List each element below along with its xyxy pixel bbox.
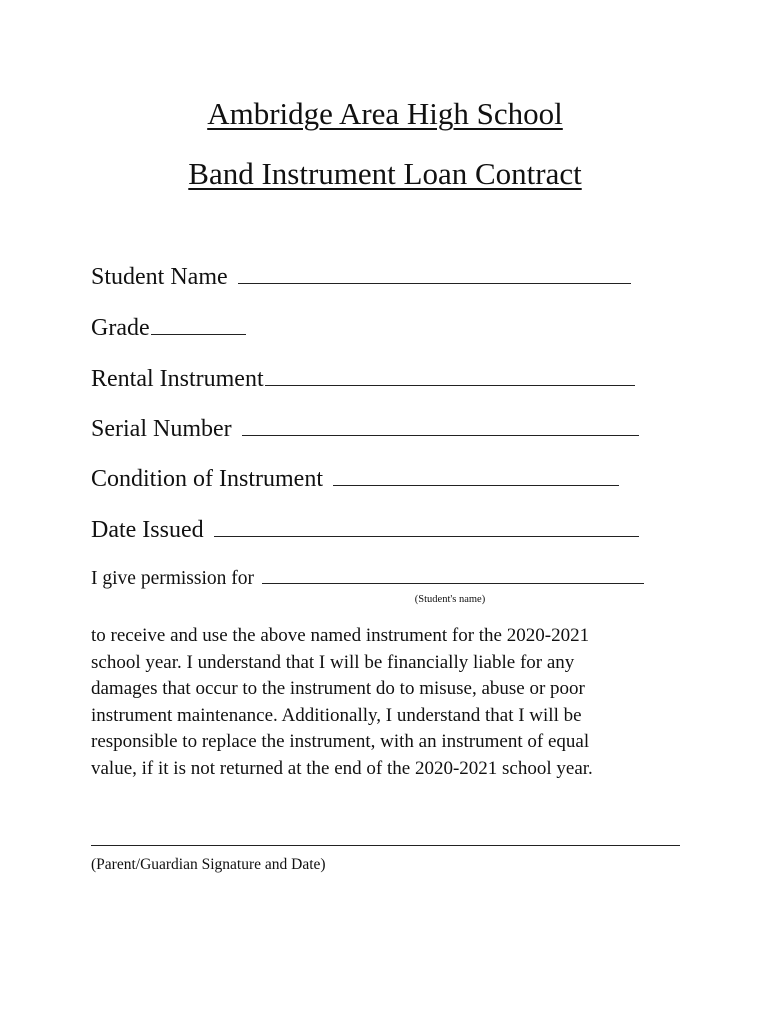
paragraph-line: responsible to replace the instrument, with an instrument of equal <box>91 731 590 752</box>
document-title-text: Band Instrument Loan Contract <box>188 156 582 191</box>
school-name-text: Ambridge Area High School <box>207 96 563 131</box>
permission-student-blank[interactable] <box>262 582 644 584</box>
student-name-hint: (Student's name) <box>414 594 486 605</box>
school-name <box>0 96 770 132</box>
condition-field <box>91 466 619 493</box>
rental-instrument-blank[interactable] <box>265 384 635 386</box>
permission-label: I give permission for <box>91 568 255 589</box>
field-label: Grade <box>91 315 150 341</box>
student-name-blank[interactable] <box>238 282 631 284</box>
grade-blank[interactable] <box>151 333 246 335</box>
field-label: Condition of Instrument <box>91 466 323 492</box>
paragraph-line: instrument maintenance. Additionally, I understand that I will be <box>91 704 582 726</box>
serial-number-blank[interactable] <box>242 434 639 436</box>
paragraph-line: school year. I understand that I will be financially liable for any <box>91 651 575 673</box>
permission-line <box>91 568 644 590</box>
signature-line[interactable] <box>91 845 680 846</box>
field-label: Date Issued <box>91 517 204 543</box>
signature-caption: (Parent/Guardian Signature and Date) <box>91 856 326 873</box>
student-name-field <box>91 264 631 291</box>
paragraph-line: to receive and use the above named instrument for the 2020-2021 <box>91 625 590 646</box>
paragraph-line: value, if it is not returned at the end of the 2020-2021 school year. <box>91 757 593 779</box>
rental-instrument-field <box>91 366 635 393</box>
field-label: Serial Number <box>91 416 232 442</box>
condition-blank[interactable] <box>333 484 619 486</box>
grade-field <box>91 315 246 342</box>
paragraph-line: damages that occur to the instrument do to misuse, abuse or poor <box>91 678 585 699</box>
agreement-paragraph <box>91 623 593 782</box>
field-label: Rental Instrument <box>91 366 264 392</box>
date-issued-blank[interactable] <box>214 535 639 537</box>
date-issued-field <box>91 517 639 544</box>
serial-number-field <box>91 416 639 443</box>
field-label: Student Name <box>91 264 228 290</box>
document-title <box>0 156 770 192</box>
